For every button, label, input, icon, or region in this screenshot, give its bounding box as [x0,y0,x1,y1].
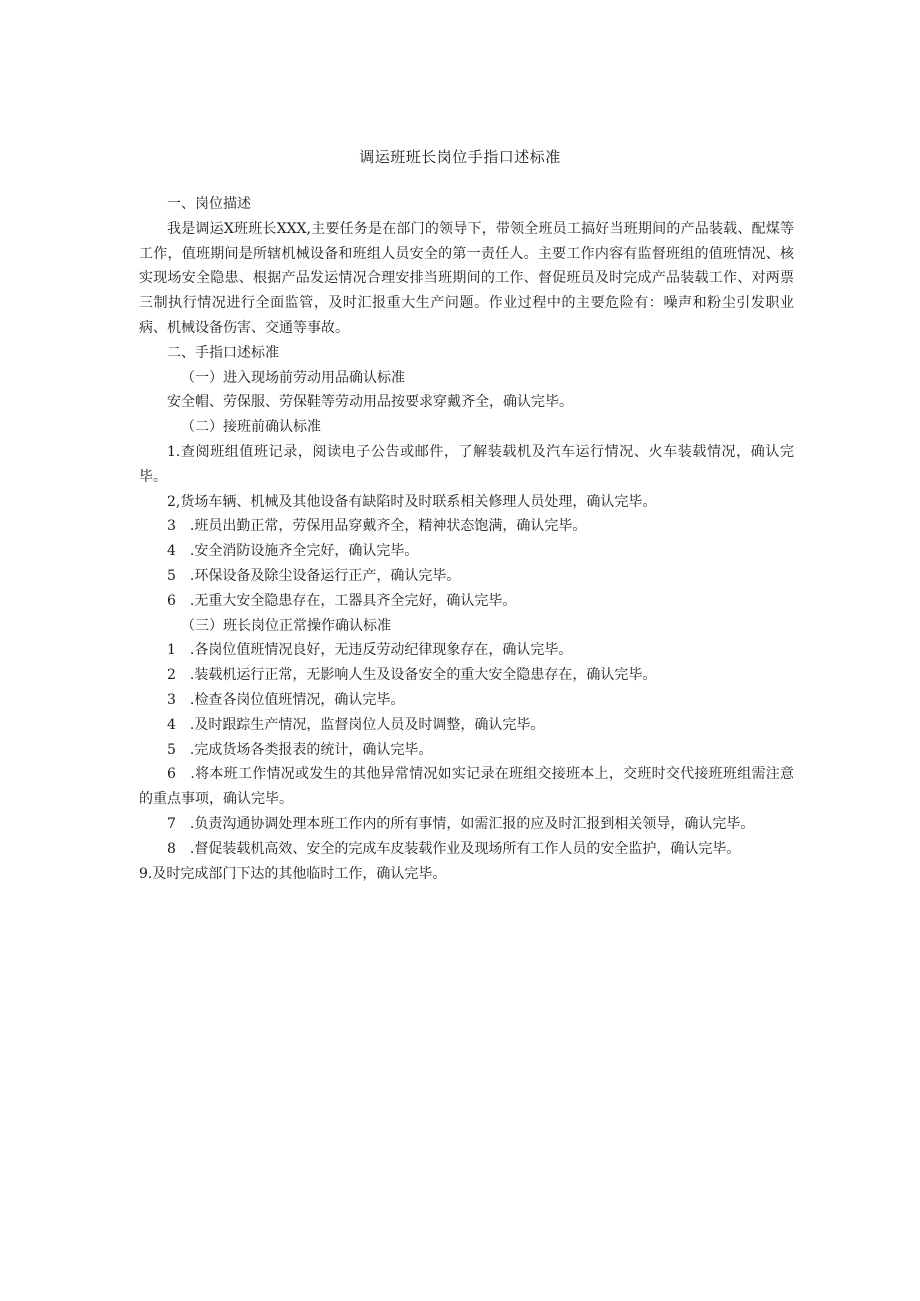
list-item: 1.查阅班组值班记录，阅读电子公告或邮件，了解装载机及汽车运行情况、火车装载情况，确认完毕。 [139,443,794,485]
document-title: 调运班班长岗位手指口述标准 [359,148,561,166]
list-item-last: 9.及时完成部门下达的其他临时工作，确认完毕。 [139,865,447,882]
list-item: 8 .督促装载机高效、安全的完成车皮装载作业及现场所有工作人员的安全监护，确认完毕。 [167,840,741,857]
list-item: 2,货场车辆、机械及其他设备有缺陷时及时联系相关修理人员处理，确认完毕。 [167,493,657,510]
job-description-paragraph: 我是调运X班班长XXX,主要任务是在部门的领导下，带领全班员工搞好当班期间的产品装载、配煤等工作，值班期间是所辖机械设备和班组人员安全的第一责任人。主要工作内容有监督班组的值班情况、核实现场安全隐患、根据产品发运情况合理安排当班期间的工作、督促班员及时完成产品装载工作、对两票三制执行情况进行全面监管，及时汇报重大生产问题。作业过程中的主要危险有：噪声和粉尘引发职业病、机械设备伤害、交通等事故。 [139,220,794,336]
list-item: 3 .检查各岗位值班情况，确认完毕。 [167,691,405,708]
subsection-heading-2: （二）接班前确认标准 [181,419,321,436]
list-item: 6 .无重大安全隐患存在，工器具齐全完好，确认完毕。 [167,592,517,609]
subsection-heading-1: （一）进入现场前劳动用品确认标准 [181,369,405,386]
list-item: 4 .及时跟踪生产情况，监督岗位人员及时调整，确认完毕。 [167,716,545,733]
list-item: 2 .装载机运行正常，无影响人生及设备安全的重大安全隐患存在，确认完毕。 [167,667,657,684]
list-item: 1 .各岗位值班情况良好，无违反劳动纪律现象存在，确认完毕。 [167,642,573,659]
subsection-1-text: 安全帽、劳保服、劳保鞋等劳动用品按要求穿戴齐全，确认完毕。 [167,394,573,411]
document-body [139,192,794,886]
list-item: 4 .安全消防设施齐全完好，确认完毕。 [167,543,419,560]
list-item: 3 .班员出勤正常，劳保用品穿戴齐全，精神状态饱满，确认完毕。 [167,518,587,535]
list-item: 7 .负责沟通协调处理本班工作内的所有事情，如需汇报的应及时汇报到相关领导，确认完毕。 [167,815,755,832]
section-heading-2: 二、手指口述标准 [167,344,279,361]
section-heading-1: 一、岗位描述 [167,196,251,212]
list-item: 6 .将本班工作情况或发生的其他异常情况如实记录在班组交接班本上，交班时交代接班班组需注意的重点事项，确认完毕。 [139,766,794,808]
subsection-heading-3: （三）班长岗位正常操作确认标准 [181,617,391,634]
list-item: 5 .完成货场各类报表的统计，确认完毕。 [167,741,433,758]
list-item: 5 .环保设备及除尘设备运行正产，确认完毕。 [167,567,461,584]
